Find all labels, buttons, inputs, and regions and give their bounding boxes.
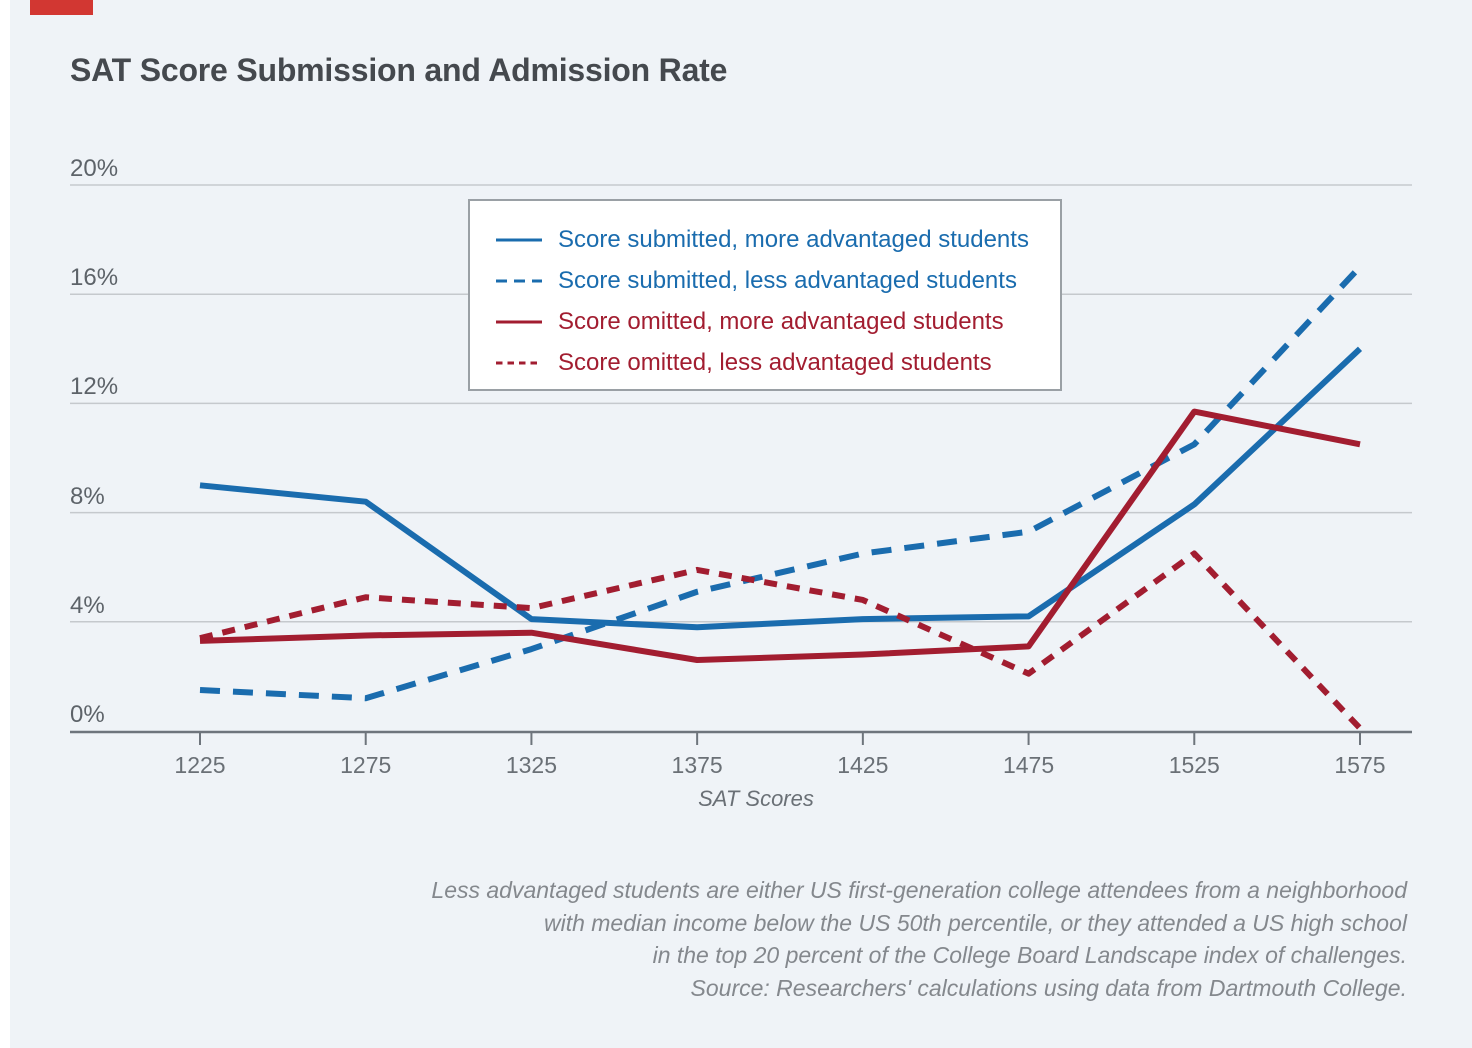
legend-item-label: Score omitted, more advantaged students <box>558 307 1004 335</box>
x-tick-label-1375: 1375 <box>671 752 723 778</box>
chart-title: SAT Score Submission and Admission Rate <box>70 52 728 88</box>
legend-line-sample-solid-blue <box>496 236 542 244</box>
legend-item-label: Score submitted, more advantaged students <box>558 225 1029 253</box>
x-tick-label-1275: 1275 <box>340 752 392 778</box>
x-tick-label-1525: 1525 <box>1168 752 1220 778</box>
series-line-score-omitted-less-advantaged-students <box>200 554 1360 729</box>
legend-item-label: Score submitted, less advantaged students <box>558 266 1017 294</box>
legend-item <box>496 260 1060 301</box>
footnote-line: Less advantaged students are either US first-generation college attendees from a neighborhood <box>431 877 1407 903</box>
legend-item-label: Score omitted, less advantaged students <box>558 348 992 376</box>
legend-item <box>496 301 1060 342</box>
y-tick-label-8pct: 8% <box>70 482 105 510</box>
x-tick-label-1425: 1425 <box>837 752 889 778</box>
legend-item <box>496 342 1060 383</box>
y-tick-label-0pct: 0% <box>70 701 105 728</box>
y-tick-label-20pct: 20% <box>70 155 119 182</box>
legend-line-sample-solid-red <box>496 318 542 326</box>
y-tick-label-4pct: 4% <box>70 591 105 619</box>
x-axis-title: SAT Scores <box>698 786 814 811</box>
x-tick-label-1575: 1575 <box>1334 752 1386 778</box>
chart-legend <box>468 199 1062 391</box>
footnote-line: in the top 20 percent of the College Board Landscape index of challenges. <box>652 942 1407 968</box>
y-tick-label-12pct: 12% <box>70 373 119 401</box>
x-tick-label-1325: 1325 <box>505 752 557 778</box>
y-tick-label-16pct: 16% <box>70 264 119 292</box>
legend-line-sample-dashed-red <box>496 359 542 367</box>
footnote-line: Source: Researchers' calculations using data from Dartmouth College. <box>690 974 1407 1001</box>
x-tick-label-1225: 1225 <box>174 752 226 778</box>
footnote-line: with median income below the US 50th percentile, or they attended a US high school <box>543 909 1407 936</box>
footnote <box>431 874 1407 1004</box>
legend-line-sample-dashed-blue <box>496 277 542 285</box>
legend-item <box>496 219 1060 260</box>
x-tick-label-1475: 1475 <box>1002 752 1055 778</box>
